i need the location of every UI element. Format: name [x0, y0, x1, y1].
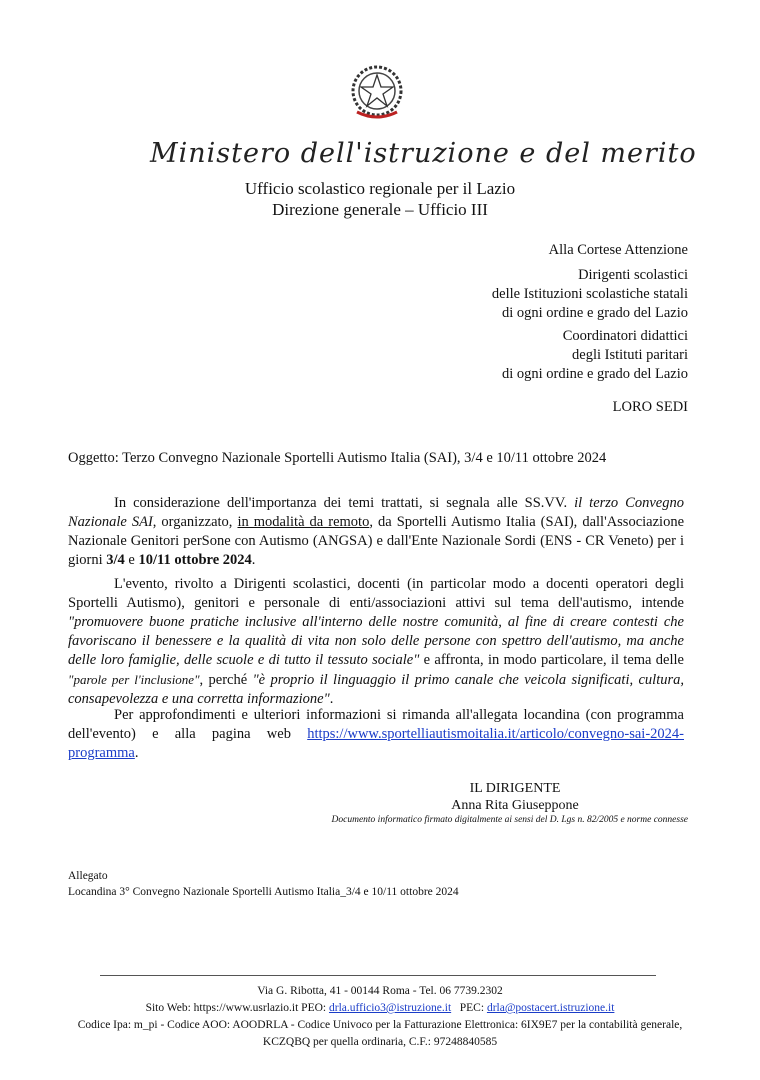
body-paragraph-1 [68, 494, 684, 570]
recipients-group-1 [492, 266, 688, 323]
office-name [200, 178, 560, 220]
text-run: , organizzato, [152, 514, 238, 530]
footer-divider [100, 975, 656, 976]
text-run: . [134, 745, 139, 761]
subject-line: Oggetto: Terzo Convegno Nazionale Sportelli Autismo Italia (SAI), 3/4 e 10/11 ottobre 2024 [68, 450, 607, 466]
recipient-line: Dirigenti scolastici [578, 267, 688, 283]
date-1: 3/4 [106, 552, 125, 568]
program-link[interactable]: https://www.sportelliautismoitalia.it/articolo/convegno-sai-2024-programma [68, 726, 684, 761]
text-run: . [251, 552, 256, 568]
recipient-line: degli Istituti paritari [572, 347, 688, 363]
pec-label: PEC: [451, 1002, 487, 1014]
text-run: L'evento, rivolto a Dirigenti scolastici, docenti (in particolar modo a docenti operatori degli Sportelli Autismo), genitori e personale di enti/associazioni attivi sul tema dell'autismo, intende [68, 576, 684, 611]
office-line-2: Direzione generale – Ufficio III [272, 200, 488, 219]
pec-email-link[interactable]: drla@postacert.istruzione.it [486, 1002, 615, 1014]
body-paragraph-2 [68, 575, 684, 709]
text-run: Per approfondimenti e ulteriori informazioni si rimanda all'allegata locandina (con programma dell'evento) e alla pagina web [68, 707, 684, 742]
italian-republic-emblem-icon [347, 62, 407, 124]
attachment-block [68, 868, 459, 900]
remote-mode: in modalità da remoto [237, 514, 370, 530]
footer-contacts [40, 1000, 720, 1017]
text-run: , da Sportelli Autismo Italia (SAI), dall'Associazione Nazionale Genitori perSone con Autismo (ANGSA) e dall'Ente Nazionale Sordi (ENS - CR Veneto) per i giorni [68, 514, 684, 568]
text-run: e [124, 552, 139, 568]
footer [40, 983, 720, 1051]
footer-address: Via G. Ribotta, 41 - 00144 Roma - Tel. 06 7739.2302 [257, 985, 503, 997]
attachment-item: Locandina 3° Convegno Nazionale Sportelli Autismo Italia_3/4 e 10/11 ottobre 2024 [68, 886, 459, 898]
recipients-attention: Alla Cortese Attenzione [548, 242, 688, 258]
digital-signature-note: Documento informatico firmato digitalmente ai sensi del D. Lgs n. 82/2005 e norme connesse [331, 815, 688, 825]
text-run: e affronta, in modo particolare, il tema delle [419, 652, 684, 668]
text-run: In considerazione dell'importanza dei temi trattati, si segnala alle SS.VV. [114, 495, 575, 511]
office-line-1: Ufficio scolastico regionale per il Lazio [244, 179, 516, 198]
signature-title: IL DIRIGENTE [469, 781, 561, 796]
recipient-line: Coordinatori didattici [562, 328, 688, 344]
signature-block [420, 780, 610, 814]
signature-name: Anna Rita Giuseppone [451, 798, 579, 813]
quote-1: "promuovere buone pratiche inclusive all'interno delle nostre comunità, al fine di creare contesti che favoriscano il benessere e la qualità di vita non solo delle persone con spettro dell'autismo, ma anche delle loro famiglie, delle scuole e di tutto il tessuto sociale" [68, 614, 684, 668]
date-2: 10/11 ottobre 2024 [138, 552, 252, 568]
text-run: , perché [199, 672, 253, 688]
ministry-name: Ministero dell'istruzione e del merito [150, 138, 697, 169]
footer-codes-2: KCZQBQ per quella ordinaria, C.F.: 97248840585 [262, 1036, 498, 1048]
quote-2: "parole per l'inclusione" [68, 672, 200, 687]
peo-email-link[interactable]: drla.ufficio3@istruzione.it [328, 1002, 452, 1014]
text-run: . [329, 691, 334, 707]
footer-web: Sito Web: https://www.usrlazio.it PEO: [145, 1002, 329, 1014]
recipients-sedi: LORO SEDI [612, 399, 688, 415]
recipient-line: delle Istituzioni scolastiche statali [491, 286, 688, 302]
attachment-label: Allegato [68, 870, 108, 882]
recipient-line: di ogni ordine e grado del Lazio [501, 305, 688, 321]
body-paragraph-3 [68, 706, 684, 763]
convegno-name: il terzo Convegno Nazionale SAI [68, 495, 684, 530]
recipient-line: di ogni ordine e grado del Lazio [501, 366, 688, 382]
recipients-group-2 [502, 327, 688, 384]
quote-3: "è proprio il linguaggio il primo canale che veicola significati, cultura, consapevolezza e una corretta informazione" [68, 672, 684, 707]
footer-codes-1: Codice Ipa: m_pi - Codice AOO: AOODRLA - Codice Univoco per la Fatturazione Elettronica: 6IX9E7 per la contabilità generale, [77, 1019, 683, 1031]
